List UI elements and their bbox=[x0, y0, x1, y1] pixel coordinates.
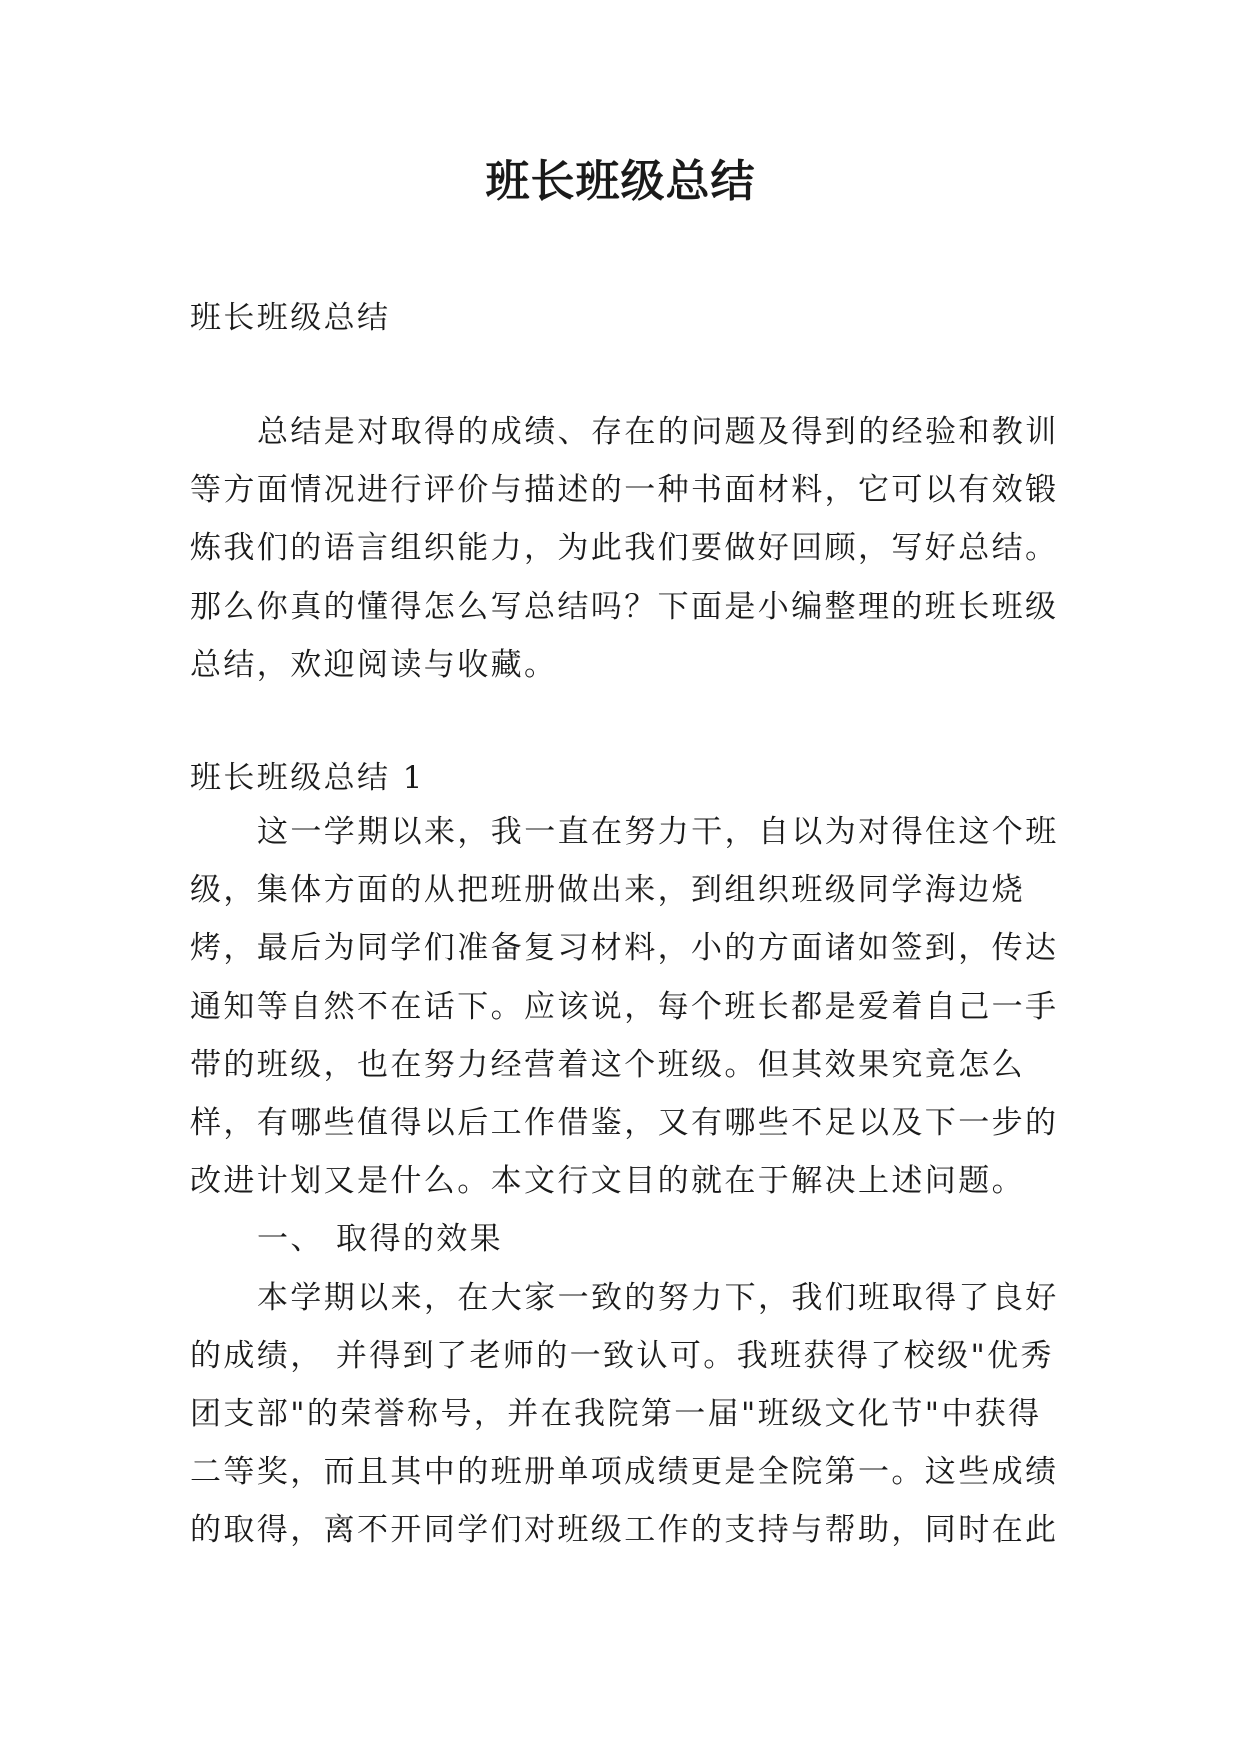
intro-paragraph: 总结是对取得的成绩、存在的问题及得到的经验和教训等方面情况进行评价与描述的一种书面材料，它可以有效锻炼我们的语言组织能力，为此我们要做好回顾，写好总结。那么你真的懂得怎么写总结吗？下面是小编整理的班长班级总结，欢迎阅读与收藏。 bbox=[190, 414, 1059, 683]
body-paragraph-1: 这一学期以来，我一直在努力干，自以为对得住这个班级，集体方面的从把班册做出来，到组织班级同学海边烧烤，最后为同学们准备复习材料，小的方面诸如签到，传达通知等自然不在话下。应该说，每个班长都是爱着自己一手带的班级，也在努力经营着这个班级。但其效果究竟怎么样，有哪些值得以后工作借鉴，又有哪些不足以及下一步的改进计划又是什么。本文行文目的就在于解决上述问题。 bbox=[190, 814, 1059, 1200]
subsection-heading: 一、 取得的效果 bbox=[257, 1221, 504, 1258]
section-heading: 班长班级总结 1 bbox=[190, 760, 425, 796]
body-paragraph-2: 本学期以来，在大家一致的努力下，我们班取得了良好的成绩， 并得到了老师的一致认可。我班获得了校级"优秀团支部"的荣誉称号，并在我院第一届"班级文化节"中获得二等奖，而且其中的班册单项成绩更是全院第一。这些成绩的取得，离不开同学们对班级工作的支持与帮助，同时在此 bbox=[190, 1279, 1059, 1549]
section-body bbox=[190, 803, 1070, 1560]
document-subtitle: 班长班级总结 bbox=[190, 300, 391, 336]
document-title: 班长班级总结 bbox=[485, 156, 756, 207]
